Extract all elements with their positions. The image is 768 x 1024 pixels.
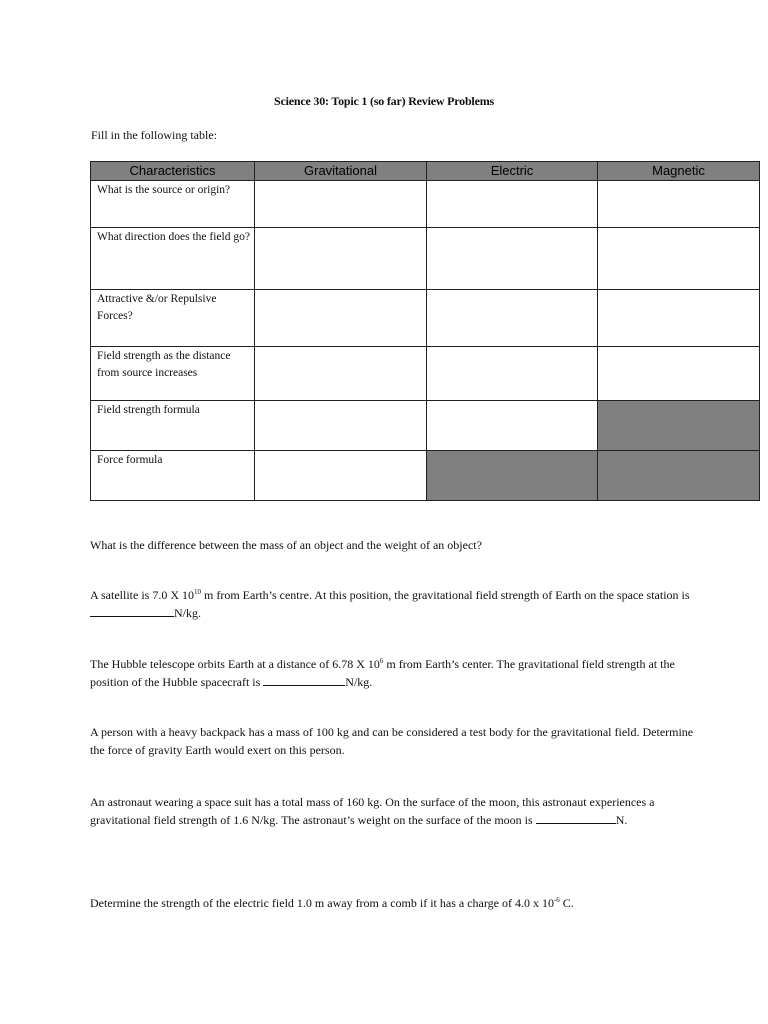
answer-cell-gravitational[interactable] xyxy=(255,451,427,501)
problem-text: C. xyxy=(559,896,574,910)
problem-text: m from Earth’s center. The gravitational field strength at the position of the Hubble spacecraft is xyxy=(90,657,675,689)
problem-text: What is the difference between the mass of an object and the weight of an object? xyxy=(90,538,482,552)
answer-unit: N. xyxy=(615,813,628,827)
problem-text: Determine the strength of the electric field 1.0 m away from a comb if it has a charge of 4.0 x 10 xyxy=(90,896,554,910)
answer-cell-electric[interactable] xyxy=(427,290,598,347)
row-question: Field strength formula xyxy=(91,401,255,451)
problem-text: m from Earth’s centre. At this position, the gravitational field strength of Earth on the space station is xyxy=(201,588,690,602)
answer-cell-magnetic[interactable] xyxy=(598,290,760,347)
answer-cell-gravitational[interactable] xyxy=(255,401,427,451)
table-row xyxy=(91,181,760,228)
table-row xyxy=(91,228,760,290)
exponent: -6 xyxy=(553,896,560,904)
answer-cell-magnetic[interactable] xyxy=(598,181,760,228)
exponent: 10 xyxy=(194,588,201,596)
answer-cell-magnetic[interactable] xyxy=(598,347,760,401)
header-magnetic: Magnetic xyxy=(598,162,760,181)
exponent: 6 xyxy=(379,657,384,665)
row-question: Attractive &/or Repulsive Forces? xyxy=(91,290,255,347)
answer-cell-electric[interactable] xyxy=(427,347,598,401)
answer-unit: N/kg. xyxy=(174,606,201,620)
answer-cell-gravitational[interactable] xyxy=(255,290,427,347)
answer-cell-gravitational[interactable] xyxy=(255,228,427,290)
problem-text: The Hubble telescope orbits Earth at a distance of 6.78 X 10 xyxy=(90,657,380,671)
table-row xyxy=(91,347,760,401)
header-characteristics: Characteristics xyxy=(91,162,255,181)
answer-cell-gravitational[interactable] xyxy=(255,181,427,228)
problem-text: An astronaut wearing a space suit has a total mass of 160 kg. On the surface of the moon, this astronaut experiences a gravitational field strength of 1.6 N/kg. The astronaut’s weight on the surface of the moon is xyxy=(90,795,655,827)
row-question: Force formula xyxy=(91,451,255,501)
shaded-cell xyxy=(598,451,760,501)
problem-satellite xyxy=(90,586,700,622)
fields-table xyxy=(90,161,760,501)
problem-electric-field xyxy=(90,894,700,912)
table-instruction: Fill in the following table: xyxy=(91,128,217,142)
table-header-row xyxy=(91,162,760,181)
problem-text: A person with a heavy backpack has a mass of 100 kg and can be considered a test body for the gravitational field. Determine the force of gravity Earth would exert on this person. xyxy=(90,725,694,757)
row-question: Field strength as the distance from source increases xyxy=(91,347,255,401)
answer-blank[interactable] xyxy=(263,673,345,686)
row-question: What is the source or origin? xyxy=(91,181,255,228)
answer-blank[interactable] xyxy=(536,811,616,824)
problem-backpack xyxy=(90,723,700,759)
header-gravitational: Gravitational xyxy=(255,162,427,181)
problem-hubble xyxy=(90,655,700,691)
table-row xyxy=(91,401,760,451)
problem-text: A satellite is 7.0 X 10 xyxy=(90,588,194,602)
answer-cell-electric[interactable] xyxy=(427,401,598,451)
problem-astronaut xyxy=(90,793,700,829)
table-row xyxy=(91,290,760,347)
row-question: What direction does the field go? xyxy=(91,228,255,290)
header-electric: Electric xyxy=(427,162,598,181)
answer-cell-gravitational[interactable] xyxy=(255,347,427,401)
shaded-cell xyxy=(427,451,598,501)
answer-blank[interactable] xyxy=(90,604,174,617)
problem-mass-vs-weight xyxy=(90,536,700,554)
shaded-cell xyxy=(598,401,760,451)
answer-unit: N/kg. xyxy=(345,675,373,689)
worksheet-title: Science 30: Topic 1 (so far) Review Problems xyxy=(274,94,494,108)
answer-cell-magnetic[interactable] xyxy=(598,228,760,290)
table-row xyxy=(91,451,760,501)
answer-cell-electric[interactable] xyxy=(427,181,598,228)
answer-cell-electric[interactable] xyxy=(427,228,598,290)
